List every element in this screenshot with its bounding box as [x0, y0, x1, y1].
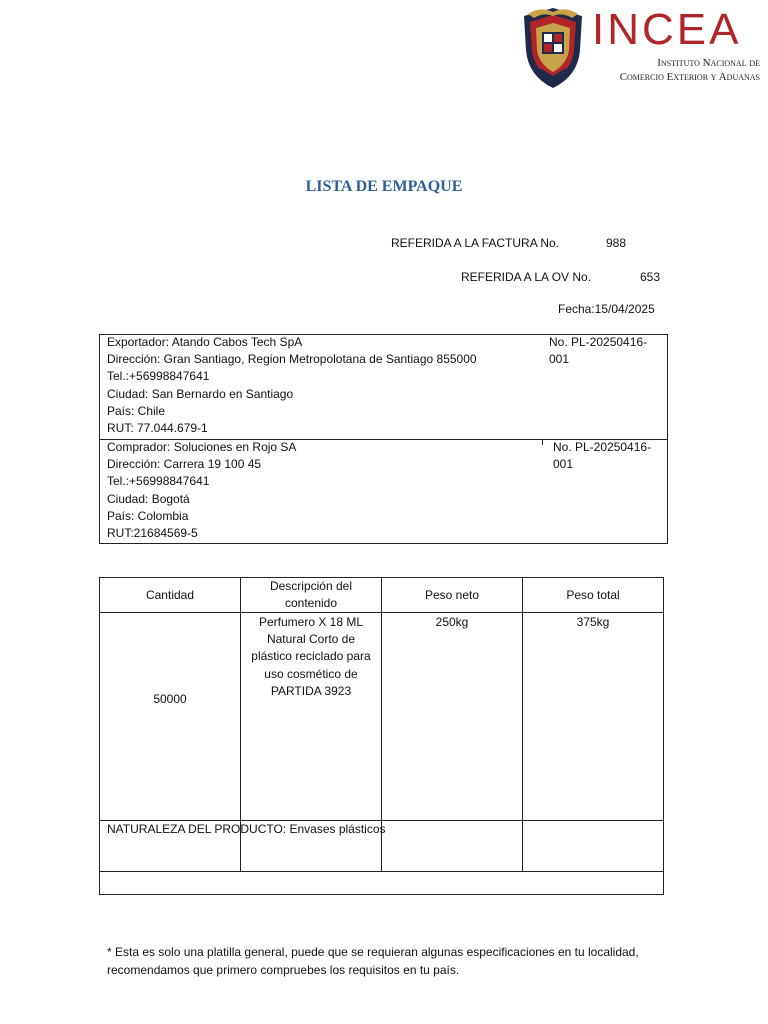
header-quantity: Cantidad — [100, 578, 241, 613]
date-field: Fecha:15/04/2025 — [558, 302, 655, 316]
exporter-city: Ciudad: San Bernardo en Santiago — [107, 386, 294, 401]
logo-subtitle-line1: Instituto Nacional de — [657, 57, 760, 69]
exporter-doc-number — [549, 334, 661, 368]
description-line: plástico reciclado para — [251, 649, 371, 664]
exporter-doc-number-line1: No. PL-20250416- — [549, 335, 648, 349]
parties-divider-tick — [542, 439, 543, 445]
description-line: Perfumero X 18 ML — [258, 615, 364, 629]
ov-ref-label: REFERIDA A LA OV No. — [461, 270, 592, 284]
ov-ref-value: 653 — [640, 270, 661, 284]
exporter-address: Dirección: Gran Santiago, Region Metropolotana de Santiago 855000 — [107, 352, 477, 367]
buyer-block — [107, 439, 296, 542]
buyer-phone: Tel.:+56998847641 — [107, 474, 210, 489]
shield-crest-icon — [520, 6, 586, 90]
exporter-block — [107, 334, 477, 437]
exporter-rut: RUT: 77.044.679-1 — [107, 421, 208, 436]
invoice-ref-label: REFERIDA A LA FACTURA No. — [391, 236, 560, 250]
description-line: uso cosmético de — [264, 666, 358, 681]
logo-subtitle — [584, 56, 760, 84]
logo-subtitle-line2: Comercio Exterior y Aduanas — [619, 71, 760, 83]
footnote-line1: * Esta es solo una platilla general, puede que se requieran algunas especificaciones en tu localidad, — [107, 945, 639, 959]
document-title: LISTA DE EMPAQUE — [305, 178, 463, 195]
header-net-weight: Peso neto — [382, 578, 523, 613]
footnote — [107, 943, 677, 979]
invoice-ref-value: 988 — [606, 236, 627, 250]
buyer-country: País: Colombia — [107, 508, 189, 523]
header-total-weight: Peso total — [523, 578, 664, 613]
buyer-doc-number — [553, 439, 663, 473]
exporter-doc-number-line2: 001 — [549, 352, 570, 367]
product-nature-text: NATURALEZA DEL PRODUCTO: Envases plásticos — [107, 822, 386, 836]
description-line: Natural Corto de — [266, 632, 356, 647]
buyer-rut: RUT:21684569-5 — [107, 526, 198, 541]
footnote-line2: recomendamos que primero compruebes los requisitos en tu país. — [107, 963, 460, 977]
cell-quantity: 50000 — [100, 613, 241, 872]
buyer-doc-number-line2: 001 — [553, 457, 574, 472]
header-description-line2: contenido — [284, 596, 338, 610]
exporter-name: Exportador: Atando Cabos Tech SpA — [107, 335, 303, 349]
buyer-name: Comprador: Soluciones en Rojo SA — [107, 440, 297, 454]
exporter-phone: Tel.:+56998847641 — [107, 369, 210, 384]
description-line: PARTIDA 3923 — [270, 683, 352, 698]
buyer-address: Dirección: Carrera 19 100 45 — [107, 457, 262, 472]
cell-net-weight: 250kg — [382, 613, 523, 872]
header-description — [241, 578, 382, 613]
cell-total-weight: 375kg — [523, 613, 664, 872]
items-header-row — [100, 578, 664, 613]
buyer-doc-number-line1: No. PL-20250416- — [553, 440, 652, 454]
logo-brand-text: INCEA — [592, 5, 742, 54]
buyer-city: Ciudad: Bogotá — [107, 491, 190, 506]
header-description-line1: Descripción del — [269, 579, 353, 593]
exporter-country: País: Chile — [107, 403, 166, 418]
